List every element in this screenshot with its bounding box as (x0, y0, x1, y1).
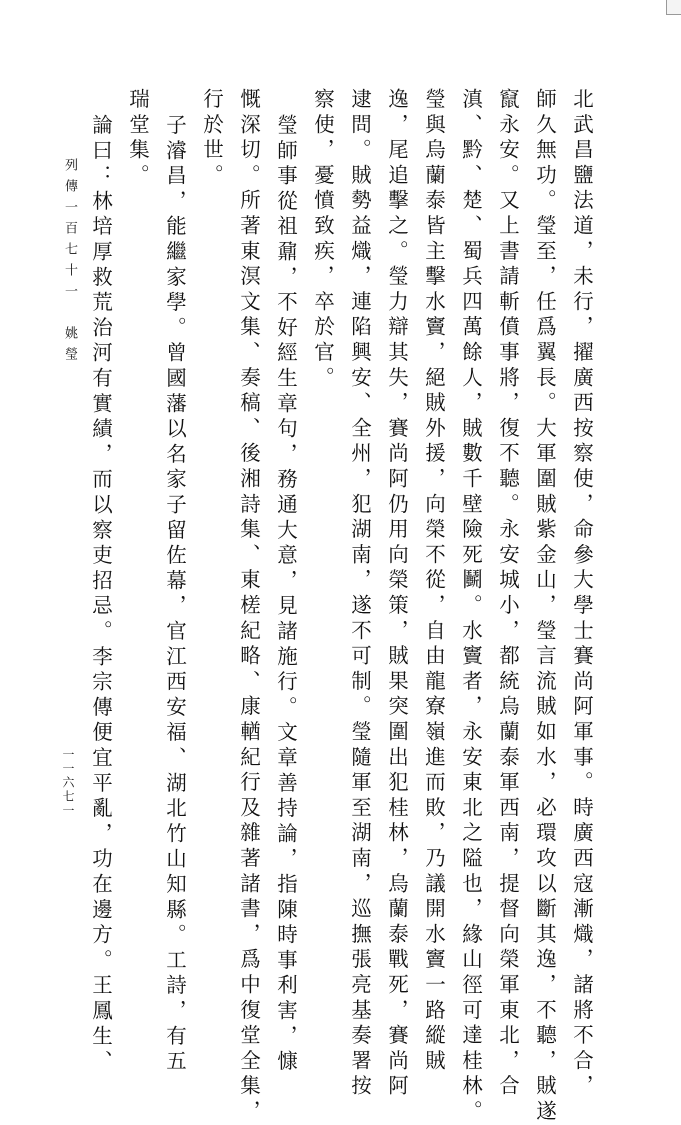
text-column-7: 逮問。賊勢益熾，連陷興安、全州，犯湖南，遂不可制。瑩隨軍至湖南，巡撫張亮基奏署按 (347, 88, 372, 1100)
text-column-11: 行於世。 (199, 88, 224, 190)
text-column-1: 北武昌鹽法道，未行，擢廣西按察使，命參大學士賽尚阿軍事。時廣西寇漸熾，諸將不合， (569, 88, 594, 1100)
text-column-9: 瑩師事從祖鼐，不好經生章句，務通大意，見諸施行。文章善持論，指陳時事利害，慷 (273, 114, 298, 1076)
page-corner-mark (666, 0, 681, 15)
text-column-12: 子濬昌，能繼家學。曾國藩以名家子留佐幕，官江西安福、湖北竹山知縣。工詩，有五 (162, 114, 187, 1076)
text-column-2: 師久無功。瑩至，任爲翼長。大軍圍賊紫金山，瑩言流賊如水，必環攻以斷其逸，不聽，賊遂 (532, 88, 557, 1125)
text-column-4: 滇、黔、楚、蜀兵四萬餘人，賊數千壁險死鬭。水竇者，永安東北之隘也，緣山徑可達桂林。 (458, 88, 483, 1125)
text-column-13: 瑞堂集。 (125, 88, 150, 190)
text-column-10: 慨深切。所著東溟文集、奏稿、後湘詩集、東槎紀略、康輶紀行及雜著諸書，爲中復堂全集， (236, 88, 261, 1125)
text-column-6: 逸，尾追擊之。瑩力辯其失，賽尚阿仍用向榮策，賊果突圍出犯桂林，烏蘭泰戰死，賽尚阿 (384, 88, 409, 1100)
text-column-3: 竄永安。又上書請斬僨事將，復不聽。永安城小，都統烏蘭泰軍西南，提督向榮軍東北，合 (495, 88, 520, 1100)
running-head: 列傳一百七十一 姚瑩 (62, 158, 77, 368)
text-column-5: 瑩與烏蘭泰皆主擊水竇，絕賊外援，向榮不從，自由龍寮嶺進而敗，乃議開水竇一路縱賊 (421, 88, 446, 1075)
page-number: 一一六七一 (61, 748, 75, 818)
text-column-14: 論曰：林培厚救荒治河有實績，而以察吏招忌。李宗傳便宜平亂，功在邊方。王鳳生、 (88, 114, 113, 1076)
text-column-8: 察使，憂憤致疾，卒於官。 (310, 88, 335, 392)
